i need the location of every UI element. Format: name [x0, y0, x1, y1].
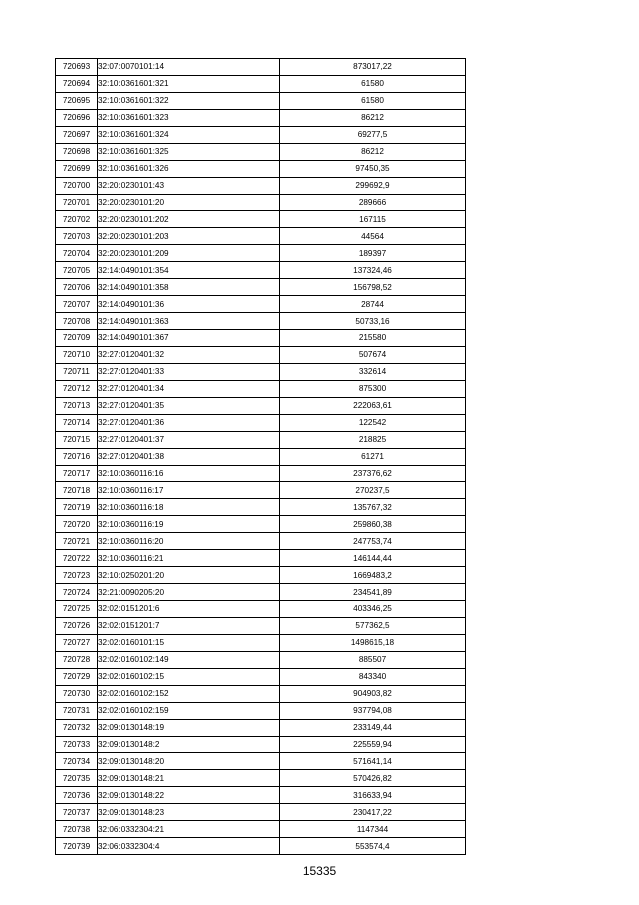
- cadastral-number-cell: 32:09:0130148:20: [98, 753, 280, 770]
- record-number-cell: 720738: [56, 821, 98, 838]
- cadastral-number-cell: 32:27:0120401:33: [98, 363, 280, 380]
- table-row: [56, 380, 466, 397]
- cadastral-value-cell: 218825: [280, 431, 466, 448]
- cadastral-number-cell: 32:10:0250201:20: [98, 567, 280, 584]
- table-row: [56, 770, 466, 787]
- cadastral-number-cell: 32:20:0230101:209: [98, 245, 280, 262]
- cadastral-number-cell: 32:10:0361601:322: [98, 92, 280, 109]
- record-number-cell: 720719: [56, 499, 98, 516]
- cadastral-number-cell: 32:27:0120401:32: [98, 346, 280, 363]
- cadastral-value-cell: 189397: [280, 245, 466, 262]
- cadastral-number-cell: 32:14:0490101:363: [98, 313, 280, 330]
- table-row: [56, 194, 466, 211]
- cadastral-value-cell: 86212: [280, 143, 466, 160]
- table-row: [56, 431, 466, 448]
- cadastral-number-cell: 32:10:0360116:17: [98, 482, 280, 499]
- cadastral-value-cell: 44564: [280, 228, 466, 245]
- cadastral-value-cell: 233149,44: [280, 719, 466, 736]
- cadastral-value-cell: 1498615,18: [280, 634, 466, 651]
- cadastral-number-cell: 32:07:0070101:14: [98, 59, 280, 76]
- cadastral-value-cell: 403346,25: [280, 601, 466, 618]
- table-row: [56, 245, 466, 262]
- table-row: [56, 516, 466, 533]
- table-row: [56, 262, 466, 279]
- table-row: [56, 651, 466, 668]
- cadastral-number-cell: 32:27:0120401:38: [98, 448, 280, 465]
- cadastral-number-cell: 32:14:0490101:36: [98, 296, 280, 313]
- cadastral-number-cell: 32:20:0230101:20: [98, 194, 280, 211]
- cadastral-number-cell: 32:06:0332304:21: [98, 821, 280, 838]
- cadastral-value-cell: 61580: [280, 92, 466, 109]
- cadastral-number-cell: 32:02:0160102:159: [98, 702, 280, 719]
- record-number-cell: 720716: [56, 448, 98, 465]
- cadastral-value-cell: 247753,74: [280, 533, 466, 550]
- cadastral-value-cell: 222063,61: [280, 397, 466, 414]
- record-number-cell: 720701: [56, 194, 98, 211]
- cadastral-number-cell: 32:10:0360116:19: [98, 516, 280, 533]
- record-number-cell: 720714: [56, 414, 98, 431]
- cadastral-number-cell: 32:02:0151201:6: [98, 601, 280, 618]
- record-number-cell: 720709: [56, 330, 98, 347]
- table-row: [56, 92, 466, 109]
- record-number-cell: 720712: [56, 380, 98, 397]
- cadastral-value-cell: 167115: [280, 211, 466, 228]
- cadastral-value-cell: 937794,08: [280, 702, 466, 719]
- cadastral-value-cell: 316633,94: [280, 787, 466, 804]
- page-number: 15335: [302, 864, 337, 878]
- cadastral-value-cell: 289666: [280, 194, 466, 211]
- record-number-cell: 720739: [56, 838, 98, 855]
- cadastral-value-cell: 904903,82: [280, 685, 466, 702]
- cadastral-number-cell: 32:10:0361601:323: [98, 109, 280, 126]
- cadastral-value-cell: 61271: [280, 448, 466, 465]
- record-number-cell: 720695: [56, 92, 98, 109]
- table-row: [56, 414, 466, 431]
- cadastral-number-cell: 32:20:0230101:203: [98, 228, 280, 245]
- record-number-cell: 720705: [56, 262, 98, 279]
- table-row: [56, 838, 466, 855]
- record-number-cell: 720736: [56, 787, 98, 804]
- cadastral-number-cell: 32:14:0490101:358: [98, 279, 280, 296]
- table-row: [56, 753, 466, 770]
- table-row: [56, 126, 466, 143]
- cadastral-value-cell: 1147344: [280, 821, 466, 838]
- record-number-cell: 720698: [56, 143, 98, 160]
- cadastral-value-table: [55, 58, 466, 855]
- table-row: [56, 330, 466, 347]
- cadastral-number-cell: 32:20:0230101:43: [98, 177, 280, 194]
- table-row: [56, 177, 466, 194]
- table-row: [56, 702, 466, 719]
- cadastral-value-cell: 1669483,2: [280, 567, 466, 584]
- table-row: [56, 397, 466, 414]
- cadastral-value-cell: 97450,35: [280, 160, 466, 177]
- cadastral-value-cell: 146144,44: [280, 550, 466, 567]
- record-number-cell: 720715: [56, 431, 98, 448]
- record-number-cell: 720697: [56, 126, 98, 143]
- table-row: [56, 617, 466, 634]
- cadastral-value-cell: 843340: [280, 668, 466, 685]
- cadastral-number-cell: 32:02:0160102:15: [98, 668, 280, 685]
- record-number-cell: 720708: [56, 313, 98, 330]
- table-row: [56, 719, 466, 736]
- record-number-cell: 720693: [56, 59, 98, 76]
- table-row: [56, 482, 466, 499]
- cadastral-value-cell: 332614: [280, 363, 466, 380]
- cadastral-number-cell: 32:09:0130148:23: [98, 804, 280, 821]
- cadastral-value-cell: 225559,94: [280, 736, 466, 753]
- cadastral-value-cell: 259860,38: [280, 516, 466, 533]
- cadastral-value-cell: 570426,82: [280, 770, 466, 787]
- cadastral-number-cell: 32:27:0120401:35: [98, 397, 280, 414]
- record-number-cell: 720707: [56, 296, 98, 313]
- table-row: [56, 211, 466, 228]
- table-row: [56, 109, 466, 126]
- record-number-cell: 720722: [56, 550, 98, 567]
- table-body: [56, 59, 466, 855]
- cadastral-number-cell: 32:09:0130148:2: [98, 736, 280, 753]
- cadastral-value-cell: 122542: [280, 414, 466, 431]
- record-number-cell: 720703: [56, 228, 98, 245]
- cadastral-value-cell: 237376,62: [280, 465, 466, 482]
- record-number-cell: 720700: [56, 177, 98, 194]
- cadastral-value-cell: 50733,16: [280, 313, 466, 330]
- cadastral-value-cell: 69277,5: [280, 126, 466, 143]
- cadastral-number-cell: 32:09:0130148:21: [98, 770, 280, 787]
- record-number-cell: 720702: [56, 211, 98, 228]
- table-row: [56, 804, 466, 821]
- table-row: [56, 465, 466, 482]
- record-number-cell: 720733: [56, 736, 98, 753]
- record-number-cell: 720729: [56, 668, 98, 685]
- cadastral-value-cell: 875300: [280, 380, 466, 397]
- table-row: [56, 75, 466, 92]
- cadastral-number-cell: 32:14:0490101:367: [98, 330, 280, 347]
- table-row: [56, 363, 466, 380]
- cadastral-number-cell: 32:21:0090205:20: [98, 584, 280, 601]
- record-number-cell: 720711: [56, 363, 98, 380]
- cadastral-number-cell: 32:10:0361601:324: [98, 126, 280, 143]
- cadastral-value-cell: 553574,4: [280, 838, 466, 855]
- cadastral-number-cell: 32:27:0120401:34: [98, 380, 280, 397]
- table-row: [56, 601, 466, 618]
- record-number-cell: 720699: [56, 160, 98, 177]
- cadastral-value-cell: 86212: [280, 109, 466, 126]
- record-number-cell: 720710: [56, 346, 98, 363]
- table-row: [56, 143, 466, 160]
- record-number-cell: 720713: [56, 397, 98, 414]
- record-number-cell: 720726: [56, 617, 98, 634]
- cadastral-number-cell: 32:10:0360116:18: [98, 499, 280, 516]
- record-number-cell: 720718: [56, 482, 98, 499]
- record-number-cell: 720723: [56, 567, 98, 584]
- cadastral-number-cell: 32:10:0361601:325: [98, 143, 280, 160]
- cadastral-number-cell: 32:10:0361601:326: [98, 160, 280, 177]
- cadastral-value-cell: 507674: [280, 346, 466, 363]
- cadastral-number-cell: 32:06:0332304:4: [98, 838, 280, 855]
- record-number-cell: 720694: [56, 75, 98, 92]
- table-row: [56, 228, 466, 245]
- record-number-cell: 720728: [56, 651, 98, 668]
- cadastral-number-cell: 32:02:0160102:149: [98, 651, 280, 668]
- table-row: [56, 313, 466, 330]
- cadastral-number-cell: 32:02:0160101:15: [98, 634, 280, 651]
- table-row: [56, 634, 466, 651]
- cadastral-value-cell: 156798,52: [280, 279, 466, 296]
- record-number-cell: 720732: [56, 719, 98, 736]
- table-row: [56, 533, 466, 550]
- record-number-cell: 720720: [56, 516, 98, 533]
- cadastral-number-cell: 32:09:0130148:19: [98, 719, 280, 736]
- cadastral-number-cell: 32:02:0160102:152: [98, 685, 280, 702]
- record-number-cell: 720696: [56, 109, 98, 126]
- cadastral-value-cell: 135767,32: [280, 499, 466, 516]
- record-number-cell: 720725: [56, 601, 98, 618]
- cadastral-value-cell: 215580: [280, 330, 466, 347]
- table-row: [56, 550, 466, 567]
- cadastral-value-cell: 234541,89: [280, 584, 466, 601]
- table-row: [56, 668, 466, 685]
- table-row: [56, 685, 466, 702]
- cadastral-number-cell: 32:09:0130148:22: [98, 787, 280, 804]
- record-number-cell: 720706: [56, 279, 98, 296]
- cadastral-value-cell: 571641,14: [280, 753, 466, 770]
- cadastral-number-cell: 32:10:0360116:16: [98, 465, 280, 482]
- cadastral-number-cell: 32:14:0490101:354: [98, 262, 280, 279]
- cadastral-value-cell: 28744: [280, 296, 466, 313]
- record-number-cell: 720717: [56, 465, 98, 482]
- record-number-cell: 720735: [56, 770, 98, 787]
- table-row: [56, 584, 466, 601]
- cadastral-number-cell: 32:27:0120401:36: [98, 414, 280, 431]
- cadastral-value-cell: 885507: [280, 651, 466, 668]
- table-row: [56, 59, 466, 76]
- table-row: [56, 821, 466, 838]
- table-row: [56, 296, 466, 313]
- cadastral-number-cell: 32:10:0360116:20: [98, 533, 280, 550]
- record-number-cell: 720704: [56, 245, 98, 262]
- cadastral-value-cell: 577362,5: [280, 617, 466, 634]
- cadastral-value-cell: 137324,46: [280, 262, 466, 279]
- record-number-cell: 720727: [56, 634, 98, 651]
- table-row: [56, 346, 466, 363]
- cadastral-value-cell: 270237,5: [280, 482, 466, 499]
- record-number-cell: 720724: [56, 584, 98, 601]
- table-row: [56, 736, 466, 753]
- table-row: [56, 279, 466, 296]
- record-number-cell: 720734: [56, 753, 98, 770]
- table-row: [56, 787, 466, 804]
- table-row: [56, 160, 466, 177]
- cadastral-number-cell: 32:10:0361601:321: [98, 75, 280, 92]
- cadastral-value-cell: 299692,9: [280, 177, 466, 194]
- cadastral-number-cell: 32:02:0151201:7: [98, 617, 280, 634]
- cadastral-number-cell: 32:20:0230101:202: [98, 211, 280, 228]
- cadastral-number-cell: 32:10:0360116:21: [98, 550, 280, 567]
- cadastral-value-cell: 873017,22: [280, 59, 466, 76]
- table-row: [56, 448, 466, 465]
- table-row: [56, 499, 466, 516]
- record-number-cell: 720737: [56, 804, 98, 821]
- cadastral-number-cell: 32:27:0120401:37: [98, 431, 280, 448]
- cadastral-value-cell: 61580: [280, 75, 466, 92]
- record-number-cell: 720730: [56, 685, 98, 702]
- cadastral-value-cell: 230417,22: [280, 804, 466, 821]
- record-number-cell: 720721: [56, 533, 98, 550]
- record-number-cell: 720731: [56, 702, 98, 719]
- table-row: [56, 567, 466, 584]
